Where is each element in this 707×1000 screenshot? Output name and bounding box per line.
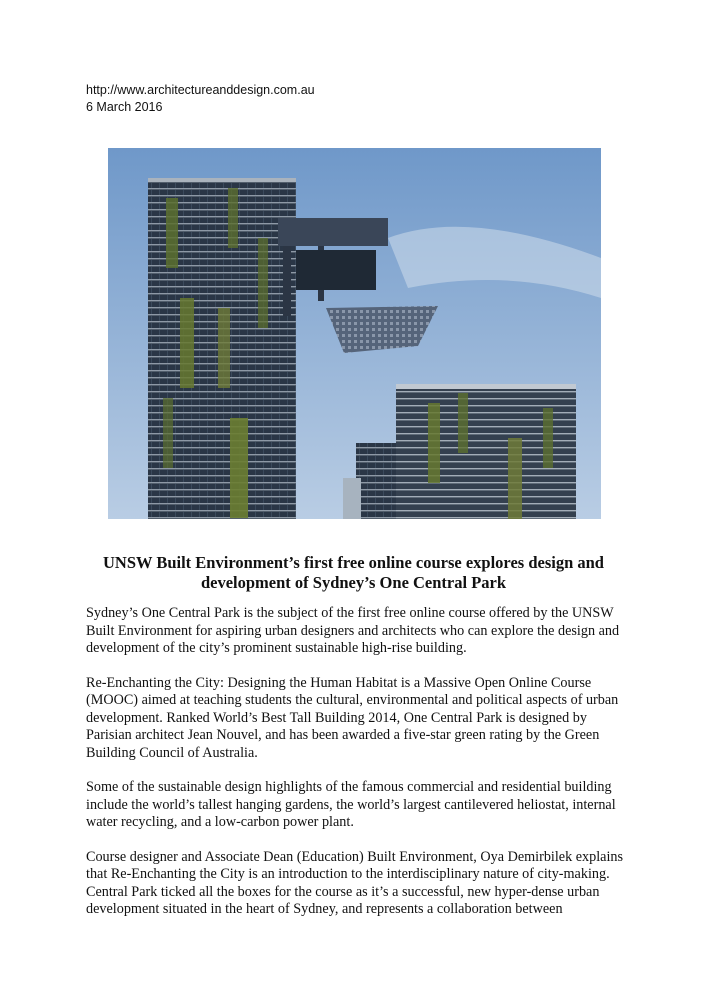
paragraph: Sydney’s One Central Park is the subject of the first free online course offered by the UNSW Built Environment for aspiring urban designers and architects who can explore the design and development of the city’s prominent sustainable high-rise building. [86,605,620,656]
paragraph: Re-Enchanting the City: Designing the Human Habitat is a Massive Open Online Course (MOOC) aimed at teaching students the cultural, environmental and political aspects of urban development. Ranked World’s Best Tall Building 2014, One Central Park is designed by Parisian architect Jean Nouvel, and has been awarded a five-star green rating by the Green Building Council of Australia. [86,674,619,761]
article-meta [86,82,315,116]
cantilever [278,218,388,246]
source-url: http://www.architectureanddesign.com.au [86,83,315,97]
article-body [86,605,626,936]
paragraph: Course designer and Associate Dean (Education) Built Environment, Oya Demirbilek explains that Re-Enchanting the City is an introduction to the interdisciplinary nature of city-making. Central Park ticked all the boxes for the course as it’s a successful, new hyper-dense urban development situated in the heart of Sydney, and represents a collaboration between [86,848,624,917]
article-headline [86,553,621,593]
building-photo [108,148,601,519]
paragraph: Some of the sustainable design highlights of the famous commercial and residential building include the world’s tallest hanging gardens, the world’s largest cantilevered heliostat, internal water recycling, and a low-carbon power plant. [86,779,616,830]
headline-line-2: development of Sydney’s One Central Park [200,573,507,592]
headline-line-1: UNSW Built Environment’s first free online course explores design and [103,553,604,572]
publication-date: 6 March 2016 [86,100,163,114]
